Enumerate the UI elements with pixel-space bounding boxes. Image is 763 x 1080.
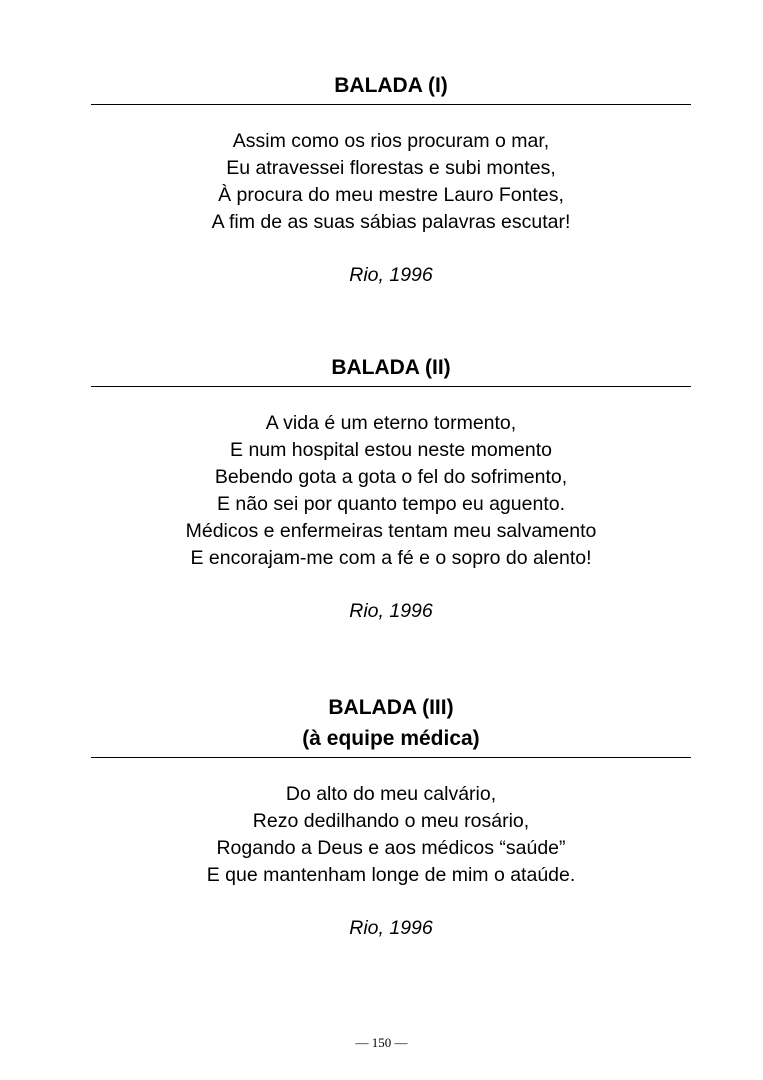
poem-place-date: Rio, 1996 [349,264,433,286]
poem-balada-iii [91,692,691,942]
title-divider [91,386,691,387]
verse-line: Assim como os rios procuram o mar, [232,130,550,152]
verse-line: Do alto do meu calvário, [285,783,497,805]
poem-subtitle-line: (à equipe médica) [302,727,480,750]
verse-line: Rezo dedilhando o meu rosário, [252,810,530,832]
poem-title [91,692,691,754]
verse-line: E que mantenham longe de mim o ataúde. [206,864,576,886]
verse-line: Médicos e enfermeiras tentam meu salvamento [185,520,597,542]
title-divider [91,104,691,105]
verse-line: Eu atravessei florestas e subi montes, [226,157,556,179]
verse-line: A vida é um eterno tormento, [265,412,517,434]
verse-line: A fim de as suas sábias palavras escutar! [211,211,571,233]
verse-line: E num hospital estou neste momento [230,439,552,461]
poem-verses [91,410,691,572]
poem-title [91,70,691,101]
verse-line: Rogando a Deus e aos médicos “saúde” [216,837,566,859]
poem-place-date: Rio, 1996 [349,600,433,622]
poem-balada-i [91,70,691,289]
verse-line: Bebendo gota a gota o fel do sofrimento, [214,466,568,488]
title-divider [91,757,691,758]
poem-title [91,352,691,383]
poem-title-line: BALADA (III) [328,696,454,719]
verse-line: E encorajam-me com a fé e o sopro do alento! [190,547,592,569]
poem-balada-ii [91,352,691,625]
poem-place-date: Rio, 1996 [349,917,433,939]
poem-title-line: BALADA (I) [334,74,448,97]
poem-verses [91,128,691,236]
poem-verses [91,781,691,889]
verse-line: E não sei por quanto tempo eu aguento. [216,493,565,515]
poem-title-line: BALADA (II) [331,356,451,379]
verse-line: À procura do meu mestre Lauro Fontes, [218,184,564,206]
page-number: — 150 — [355,1035,408,1050]
